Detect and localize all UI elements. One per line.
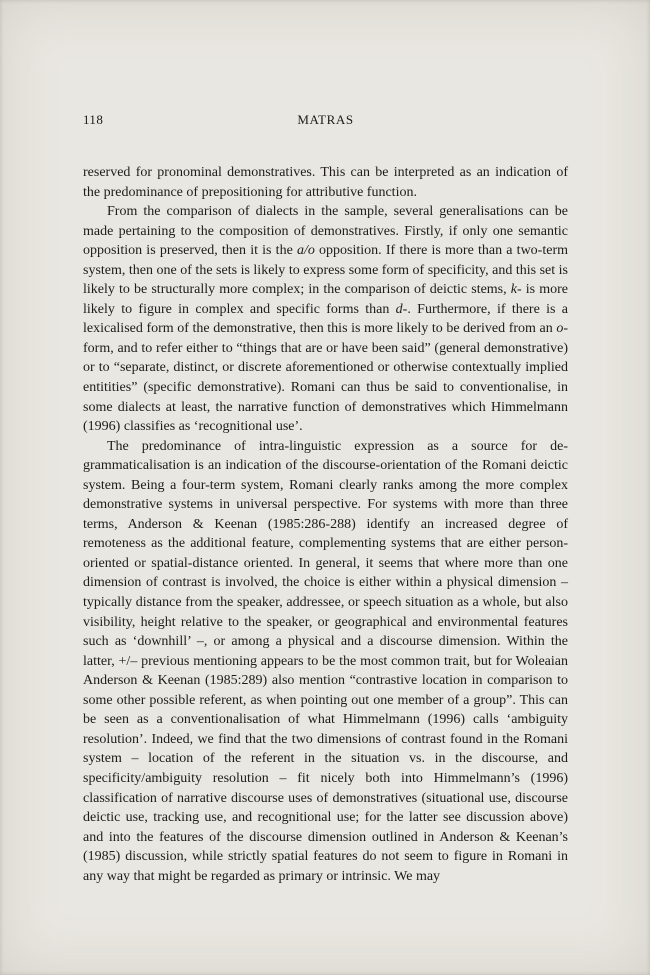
page-header	[83, 112, 568, 130]
paragraph: From the comparison of dialects in the sample, several generalisations can be made pertaining to the composition of demonstratives. Firstly, if only one semantic opposition is preserved, then it is the a/o opposition. If there is more than a two-term system, then one of the sets is likely to express some form of specificity, and this set is likely to be structurally more complex; in the comparison of deictic stems, k- is more likely to figure in complex and specific forms than d-. Furthermore, if there is a lexicalised form of the demonstrative, then this is more likely to be derived from an o-form, and to refer either to “things that are or have been said” (general demonstrative) or to “separate, distinct, or discrete aforementioned or otherwise contextually implied entitities” (specific demonstrative). Romani can thus be said to conventionalise, in some dialects at least, the narrative function of demonstratives which Himmelmann (1996) classifies as ‘recognitional use’.	[83, 204, 569, 435]
paragraph: The predominance of intra-linguistic expression as a source for de-grammaticalisation is an indication of the discourse-orientation of the Romani deictic system. Being a four-term system, Romani clearly ranks among the more complex demonstrative systems in universal perspective. For systems with more than three terms, Anderson & Keenan (1985:286-288) identify an increased degree of remoteness as the additional feature, complementing systems that are either person-oriented or spatial-distance oriented. In general, it seems that where more than one dimension of contrast is involved, the choice is either within a physical dimension – typically distance from the speaker, addressee, or speech situation as a whole, but also visibility, height relative to the speaker, or geographical and environmental features such as ‘downhill’ –, or among a physical and a discourse dimension. Within the latter, +/– previous mentioning appears to be the most common trait, but for Woleaian Anderson & Keenan (1985:289) also mention “contrastive location in comparison to some other possible referent, as when pointing out one member of a group”. This can be seen as a conventionalisation of what Himmelmann (1996) calls ‘ambiguity resolution’. Indeed, we find that the two dimensions of contrast found in the Romani system – location of the referent in the situation vs. in the discourse, and specificity/ambiguity resolution – fit nicely both into Himmelmann’s (1996) classification of narrative discourse uses of demonstratives (situational use, discourse deictic use, tracking use, and recognitional use; for the latter see discussion above) and into the features of the discourse dimension outlined in Anderson & Keenan’s (1985) discussion, while strictly spatial features do not seem to figure in Romani in any way that might be regarded as primary or intrinsic. We may	[83, 438, 568, 884]
page-number: 118	[83, 112, 104, 127]
paragraph: reserved for pronominal demonstratives. This can be interpreted as an indication of the predominance of prepositioning for attributive function.	[83, 165, 568, 200]
page-body	[83, 163, 568, 886]
running-head: MATRAS	[297, 112, 354, 127]
text-block	[83, 112, 568, 886]
